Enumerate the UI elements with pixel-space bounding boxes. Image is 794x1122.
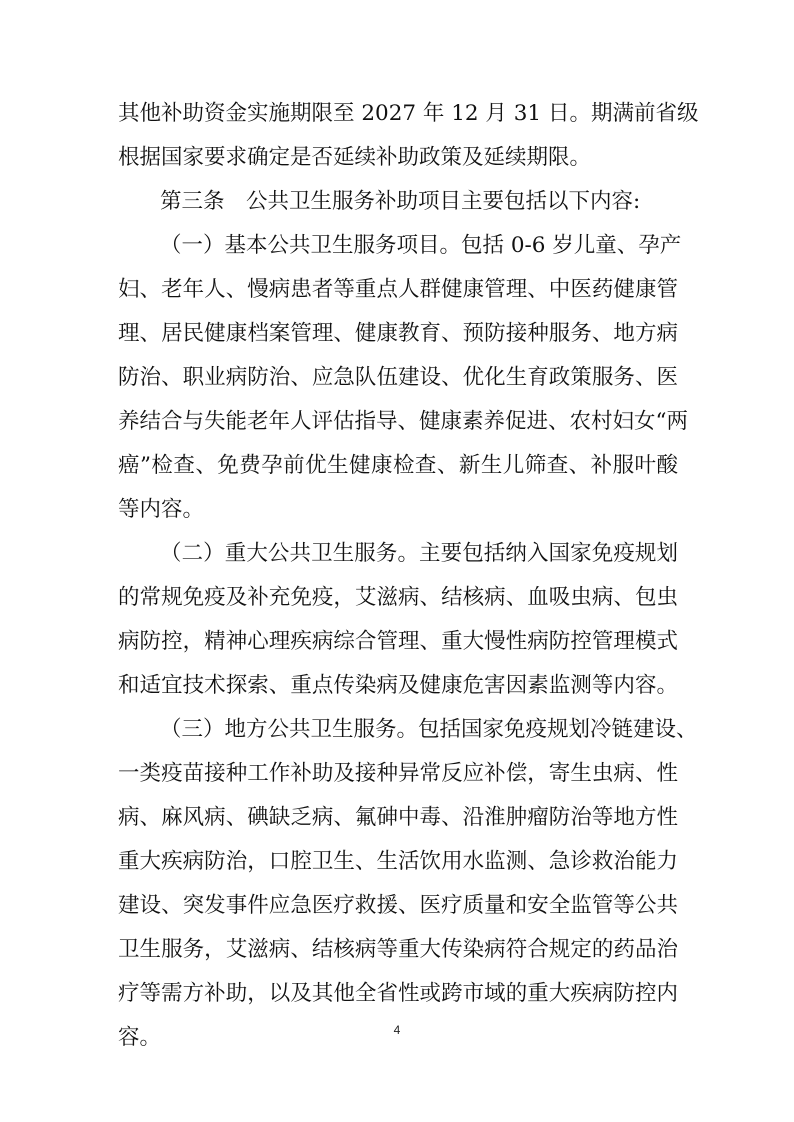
text-line: 根据国家要求确定是否延续补助政策及延续期限。 [118,145,592,170]
text-line: 理、居民健康档案管理、健康教育、预防接种服务、地方病 [118,321,678,346]
text-line: 容。 [118,1025,162,1050]
text-line: 重大疾病防治，口腔卫生、生活饮用水监测、急诊救治能力 [118,849,678,874]
page-number: 4 [393,1023,401,1037]
text-line: 等内容。 [118,497,205,522]
text-line: 防治、职业病防治、应急队伍建设、优化生育政策服务、医 [118,365,678,390]
text-line: 一类疫苗接种工作补助及接种异常反应补偿，寄生虫病、性 [118,761,678,786]
article-heading: 第三条 公共卫生服务补助项目主要包括以下内容: [160,189,641,214]
text-line: 养结合与失能老年人评估指导、健康素养促进、农村妇女“两 [118,409,688,434]
text-line: 妇、老年人、慢病患者等重点人群健康管理、中医药健康管 [118,277,678,302]
text-line: 建设、突发事件应急医疗救援、医疗质量和安全监管等公共 [118,893,678,918]
text-line: 和适宜技术探索、重点传染病及健康危害因素监测等内容。 [118,673,678,698]
text-line: 卫生服务，艾滋病、结核病等重大传染病符合规定的药品治 [118,937,678,962]
text-line: （二）重大公共卫生服务。主要包括纳入国家免疫规划 [160,541,678,566]
text-line: 疗等需方补助，以及其他全省性或跨市域的重大疾病防控内 [118,981,678,1006]
text-line: （一）基本公共卫生服务项目。包括 0-6 岁儿童、孕产 [160,233,682,258]
text-line: （三）地方公共卫生服务。包括国家免疫规划冷链建设、 [160,717,698,742]
text-line: 病、麻风病、碘缺乏病、氟砷中毒、沿淮肿瘤防治等地方性 [118,805,678,830]
text-line: 的常规免疫及补充免疫，艾滋病、结核病、血吸虫病、包虫 [118,585,678,610]
text-line: 病防控，精神心理疾病综合管理、重大慢性病防控管理模式 [118,629,678,654]
text-line: 其他补助资金实施期限至 2027 年 12 月 31 日。期满前省级 [118,101,699,126]
text-line: 癌”检查、免费孕前优生健康检查、新生儿筛查、补服叶酸 [118,453,678,478]
